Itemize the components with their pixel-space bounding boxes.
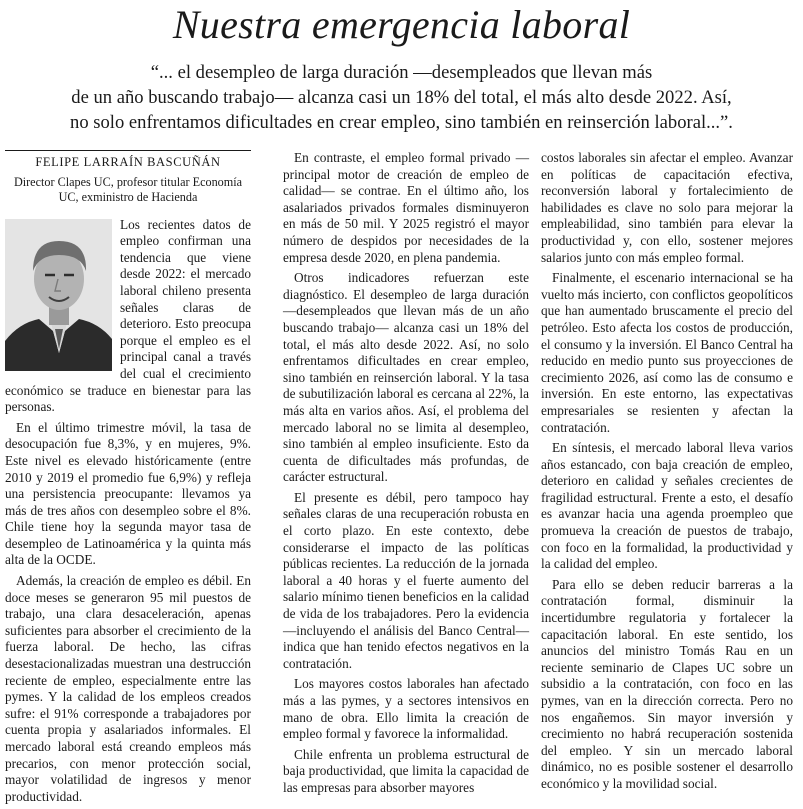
column-1 bbox=[5, 150, 251, 809]
byline bbox=[5, 150, 251, 206]
author-name: FELIPE LARRAÍN BASCUÑÁN bbox=[5, 150, 251, 175]
paragraph: Otros indicadores refuerzan este diagnóstico. El desempleo de larga duración —desempleados que llevan más de un año buscando trabajo— alcanza casi un 18% del total, el más alto desde 2022. Así, no solo enfrentamos dificultades en crear empleo, sino también en reinserción laboral. Y la tasa de subutilización laboral es cercana al 22%, la más alta en varios años. Así, el problema del mercado laboral no se limita al desempleo, sino también al empleo insuficiente. Esto da cuenta de dificultades más profundas, de carácter estructural. bbox=[283, 270, 529, 485]
pull-quote-line: “... el desempleo de larga duración —desempleados que llevan más bbox=[150, 62, 653, 83]
author-title: Director Clapes UC, profesor titular Economía UC, exministro de Hacienda bbox=[13, 174, 243, 205]
paragraph: Finalmente, el escenario internacional se ha vuelto más incierto, con conflictos geopolíticos que han aumentado bruscamente el precio del petróleo. Esto afecta los costos de producción, el consumo y la inversión. El Banco Central ha reducido en medio punto sus proyecciones de crecimiento 2026, así como las de consumo e inversión. En este entorno, las expectativas empresariales se resienten y afectan la contratación. bbox=[541, 270, 793, 435]
column-2 bbox=[283, 150, 529, 801]
paragraph: Además, la creación de empleo es débil. En doce meses se generaron 95 mil puestos de trabajo, una clara desaceleración, apenas suficientes para absorber el crecimiento de la fuerza laboral. De hecho, las cifras desestacionalizadas muestran una destrucción reciente de empleo, especialmente entre las pymes. Y la calidad de los empleos creados sufre: el 91% corresponde a trabajadores por cuenta propia y asalariados informales. El mercado laboral está creando empleos más precarios, con menor protección social, mayor volatilidad de ingresos y menor productividad. bbox=[5, 573, 251, 804]
column-3 bbox=[541, 150, 793, 797]
paragraph: El presente es débil, pero tampoco hay señales claras de una recuperación robusta en el corto plazo. En este contexto, debe considerarse el impacto de las políticas públicas recientes. La reducción de la jornada laboral a 40 horas y el fuerte aumento del salario mínimo tienen beneficios en la calidad de vida de los trabajadores. Pero la evidencia —incluyendo el análisis del Banco Central— indica que han tenido efectos negativos en la contratación. bbox=[283, 489, 529, 671]
paragraph: Los recientes datos de empleo confirman una tendencia que viene desde 2022: el mercado laboral chileno presenta señales claras de deterioro. Esto preocupa porque el empleo es el principal canal a través del cual el crecimiento económico se traduce en bienestar para las personas. bbox=[5, 216, 251, 415]
paragraph: Chile enfrenta un problema estructural de baja productividad, que limita la capacidad de las empresas para absorber mayores bbox=[283, 746, 529, 795]
paragraph: Para ello se deben reducir barreras a la contratación formal, disminuir la incertidumbre regulatoria y fortalecer la capacitación laboral. En este sentido, los anuncios del ministro Tomás Rau en un reciente seminario de Clapes UC sobre un subsidio a la contratación, con foco en las pymes, van en la dirección correcta. Pero no nos engañemos. Sin mayor inversión y crecimiento no habrá recuperación sostenida del empleo. Y sin un mercado laboral dinámico, no es posible sostener el desarrollo económico y la movilidad social. bbox=[541, 576, 793, 791]
pull-quote-line: no solo enfrentamos dificultades en crear empleo, sino también en reinserción laboral...”. bbox=[70, 112, 733, 133]
paragraph: Los mayores costos laborales han afectado más a las pymes, y a sectores intensivos en mano de obra. Ello limita la creación de empleo formal y favorece la informalidad. bbox=[283, 676, 529, 742]
paragraph-continued: costos laborales sin afectar el empleo. Avanzar en políticas de capacitación efectiva, reconversión laboral y fortalecimiento de habilidades es clave no solo para mejorar la empleabilidad, sino también para elevar la productividad y, con ello, sostener mejores salarios junto con más empleo formal. bbox=[541, 150, 793, 265]
paragraph: En el último trimestre móvil, la tasa de desocupación fue 8,3%, y en mujeres, 9%. Este nivel es elevado históricamente (entre 2010 y 2019 el promedio fue 6,9%) y refleja una persistencia preocupante: llevamos ya más de tres años con desempleo sobre el 8%. Chile tiene hoy la segunda mayor tasa de desempleo de Latinoamérica y la quinta más alta de la OCDE. bbox=[5, 419, 251, 568]
pull-quote bbox=[40, 60, 763, 135]
paragraph: En síntesis, el mercado laboral lleva varios años estancado, con baja creación de empleo, deterioro en calidad y señales crecientes de fragilidad estructural. Frente a esto, el desafío es avanzar hacia una agenda proempleo que promueva la creación de puestos de trabajo, con foco en la formalidad, la productividad y la calidad del empleo. bbox=[541, 440, 793, 572]
headline: Nuestra emergencia laboral bbox=[172, 2, 631, 47]
pull-quote-line: de un año buscando trabajo— alcanza casi un 18% del total, el más alto desde 2022. Así, bbox=[71, 87, 732, 108]
paragraph: En contraste, el empleo formal privado —principal motor de creación de empleo de calidad— se contrae. En el último año, los asalariados privados formales disminuyeron en más de 50 mil. Y 2025 registró el mayor número de despidos por necesidades de la empresa desde 2020, en plena pandemia. bbox=[283, 150, 529, 265]
author-photo bbox=[5, 219, 112, 371]
